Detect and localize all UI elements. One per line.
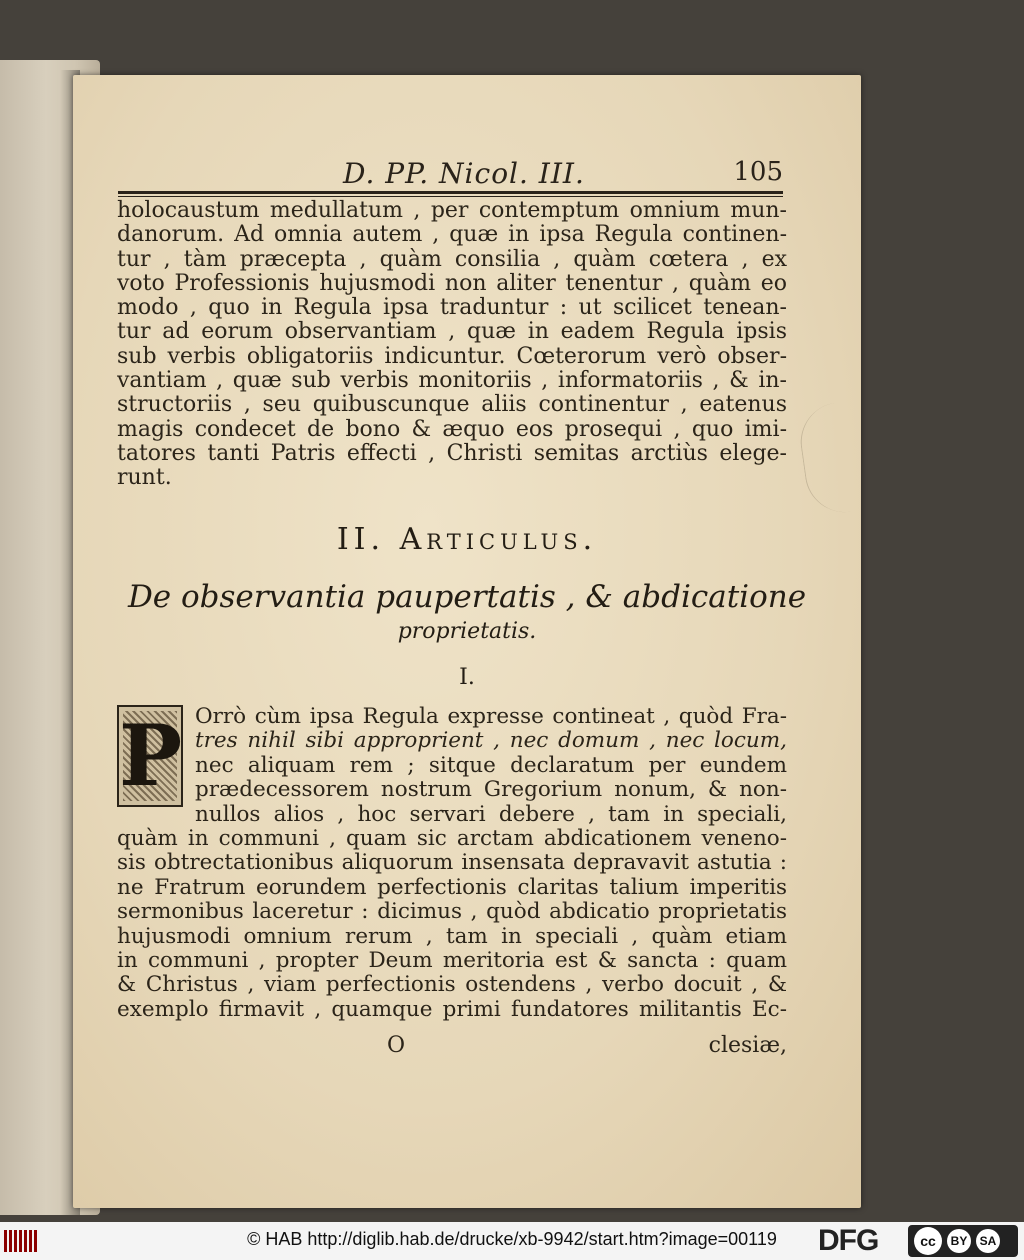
cc-icon: cc (914, 1227, 942, 1255)
text-line: sis obtrectationibus aliquorum insensata depravavit astutia : (117, 851, 787, 876)
running-title: D. PP. Nicol. III. (343, 157, 585, 190)
text-line: sermonibus laceretur : dicimus , quòd abdicatio proprietatis (117, 900, 787, 925)
text-line: sub verbis obligatoriis indicuntur. Cœterorum verò obser- (117, 344, 787, 369)
text-line: tres nihil sibi approprient , nec domum , nec locum, (195, 729, 787, 754)
section-title: De observantia paupertatis , & abdicatione (127, 579, 807, 615)
text-line: nullos alios , hoc servari debere , tam in speciali, (195, 802, 787, 827)
section-number: I. (459, 665, 475, 690)
text-line: tur , tàm præcepta , quàm consilia , quàm cœtera , ex (117, 247, 787, 272)
section-title-continued: proprietatis. (397, 619, 537, 644)
body-lines (117, 705, 787, 1022)
text-line: magis condecet de bono & æquo eos prosequi , quo imi- (117, 417, 787, 442)
initial-letter: P (119, 706, 183, 805)
dfg-logo[interactable]: DFG (818, 1224, 879, 1257)
book-page (73, 75, 861, 1208)
text-line: tur ad eorum observantiam , quæ in eadem Regula ipsis (117, 320, 787, 345)
ornamental-initial (117, 705, 183, 807)
text-line: vantiam , quæ sub verbis monitoriis , informatoriis , & in- (117, 369, 787, 394)
text-line: structoriis , seu quibuscunque aliis continentur , eatenus (117, 393, 787, 418)
sa-icon: SA (976, 1229, 1000, 1253)
text-line: ne Fratrum eorundem perfectionis claritas talium imperitis (117, 875, 787, 900)
copyright-link[interactable]: © HAB http://diglib.hab.de/drucke/xb-9942/start.htm?image=00119 (247, 1229, 777, 1249)
catchword: clesiæ, (708, 1033, 787, 1058)
text-line: & Christus , viam perfectionis ostendens , verbo docuit , & (117, 973, 787, 998)
text-line: holocaustum medullatum , per contemptum omnium mun- (117, 199, 787, 223)
cc-license-badge[interactable] (908, 1225, 1018, 1257)
text-line: in communi , propter Deum meritoria est & sancta : quam (117, 949, 787, 974)
section-heading: II. Articulus. (336, 522, 598, 557)
by-icon: BY (947, 1229, 971, 1253)
text-line: prædecessorem nostrum Gregorium nonum, & non- (195, 778, 787, 803)
viewer-footer (0, 1222, 1024, 1260)
header-rule (118, 191, 783, 197)
text-line: modo , quo in Regula ipsa traduntur : ut scilicet tenean- (117, 296, 787, 321)
margin-pencil-mark (796, 403, 852, 518)
page-number: 105 (733, 157, 783, 187)
text-line: tatores tanti Patris effecti , Christi semitas arctiùs elege- (117, 441, 787, 466)
page-footer-catchwords (117, 1033, 787, 1059)
text-line: voto Professionis hujusmodi non aliter tenentur , quàm eo (117, 271, 787, 296)
continuation-paragraph (117, 199, 787, 491)
page-header (118, 157, 783, 197)
text-line: danorum. Ad omnia autem , quæ in ipsa Regula continen- (117, 223, 787, 248)
signature-mark: O (387, 1033, 406, 1058)
text-line: hujusmodi omnium rerum , tam in speciali , quàm etiam (117, 924, 787, 949)
text-line: Orrò cùm ipsa Regula expresse contineat , quòd Fra- (195, 705, 787, 729)
text-line: quàm in communi , quam sic arctam abdicationem veneno- (117, 827, 787, 852)
text-line: runt. (117, 466, 172, 491)
text-line: nec aliquam rem ; sitque declaratum per eundem (195, 753, 787, 778)
text-line: exemplo firmavit , quamque primi fundatores militantis Ec- (117, 997, 787, 1022)
body-paragraph (117, 705, 787, 1022)
